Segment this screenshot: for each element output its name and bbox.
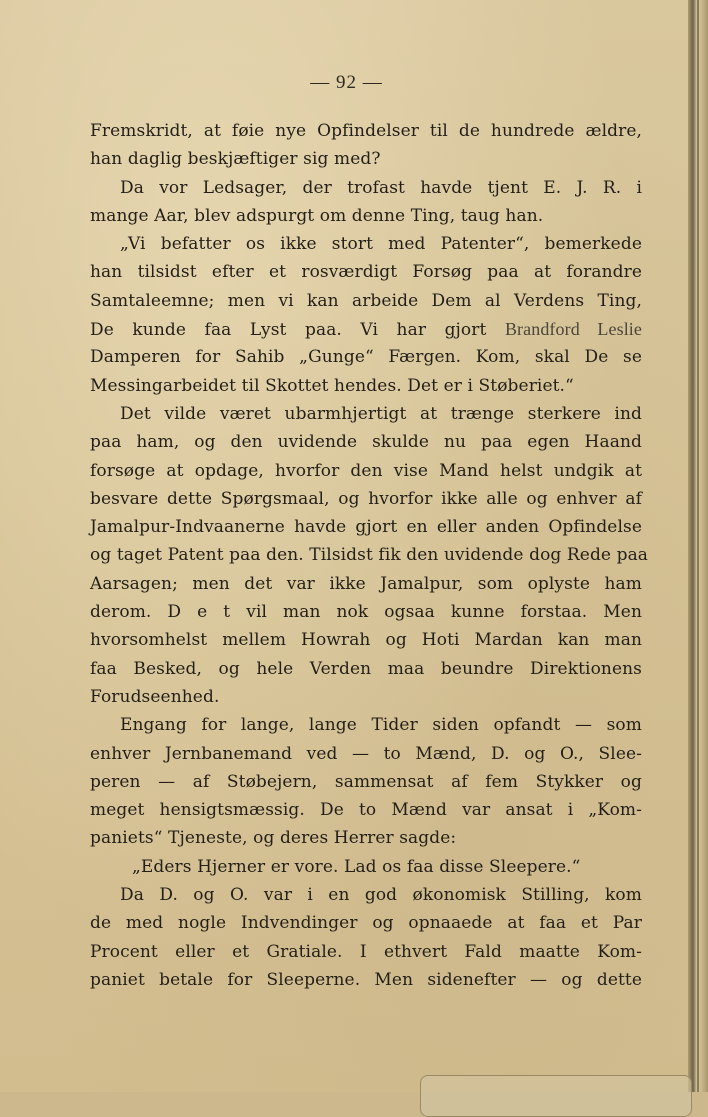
text-line: Damperen for Sahib „Gunge“ Færgen. Kom, skal De se [90, 347, 642, 368]
bottom-card-edge [420, 1075, 692, 1117]
text-line: „Vi befatter os ikke stort med Patenter“, bemerkede [120, 234, 642, 255]
text-line: „Eders Hjerner er vore. Lad os faa disse Sleepere.“ [132, 856, 581, 877]
text-line: han tilsidst efter et rosværdigt Forsøg paa at forandre [90, 262, 642, 283]
text-line: hvorsomhelst mellem Howrah og Hoti Mardan kan man [90, 630, 642, 651]
text-line: faa Besked, og hele Verden maa beundre Direktionens [90, 658, 642, 679]
text-line: mange Aar, blev adspurgt om denne Ting, taug han. [90, 205, 544, 226]
text-line: Da D. og O. var i en god økonomisk Stilling, kom [120, 885, 642, 906]
text-line: Det vilde været ubarmhjertigt at trænge sterkere ind [120, 403, 642, 424]
text-line: paa ham, og den uvidende skulde nu paa egen Haand [90, 432, 642, 453]
text-line-mixed [90, 315, 642, 343]
text-line: paniets“ Tjeneste, og deres Herrer sagde: [90, 828, 457, 849]
text-line: meget hensigtsmæssig. De to Mænd var ansat i „Kom- [90, 800, 642, 821]
text-line: peren — af Støbejern, sammensat af fem Stykker og [90, 771, 642, 792]
text-line: og taget Patent paa den. Tilsidst fik den uvidende dog Rede paa [90, 545, 649, 566]
text-line: Procent eller et Gratiale. I ethvert Fald maatte Kom- [90, 941, 642, 962]
text-line: Forudseenhed. [90, 686, 220, 707]
page-number: — 92 — [310, 72, 383, 93]
text-line: besvare dette Spørgsmaal, og hvorfor ikke alle og enhver af [90, 488, 642, 509]
text-line: han daglig beskjæftiger sig med? [90, 149, 381, 170]
text-line: Da vor Ledsager, der trofast havde tjent E. J. R. i [120, 177, 642, 198]
text-line: Samtaleemne; men vi kan arbeide Dem al Verdens Ting, [90, 290, 642, 311]
text-line: derom. D e t vil man nok ogsaa kunne forstaa. Men [90, 602, 642, 623]
text-line: enhver Jernbanemand ved — to Mænd, D. og O., Slee- [90, 743, 642, 764]
text-line: Engang for lange, lange Tider siden opfandt — som [120, 715, 642, 736]
text-fraktur-part: De kunde faa Lyst paa. Vi har gjort [90, 320, 505, 341]
page-edge-binding [688, 0, 708, 1092]
text-line: Messingarbeidet til Skottet hendes. Det er i Støberiet.“ [90, 375, 574, 396]
text-line: paniet betale for Sleeperne. Men sidenefter — og dette [90, 969, 642, 990]
text-line: forsøge at opdage, hvorfor den vise Mand helst undgik at [90, 460, 642, 481]
text-line: de med nogle Indvendinger og opnaaede at faa et Par [90, 913, 642, 934]
text-line: Jamalpur-Indvaanerne havde gjort en eller anden Opfindelse [90, 517, 642, 538]
text-line: Fremskridt, at føie nye Opfindelser til de hundrede ældre, [90, 121, 642, 141]
body-text [90, 117, 649, 994]
text-roman-part: Brandford Leslie [504, 319, 642, 340]
text-line: Aarsagen; men det var ikke Jamalpur, som oplyste ham [90, 573, 642, 594]
